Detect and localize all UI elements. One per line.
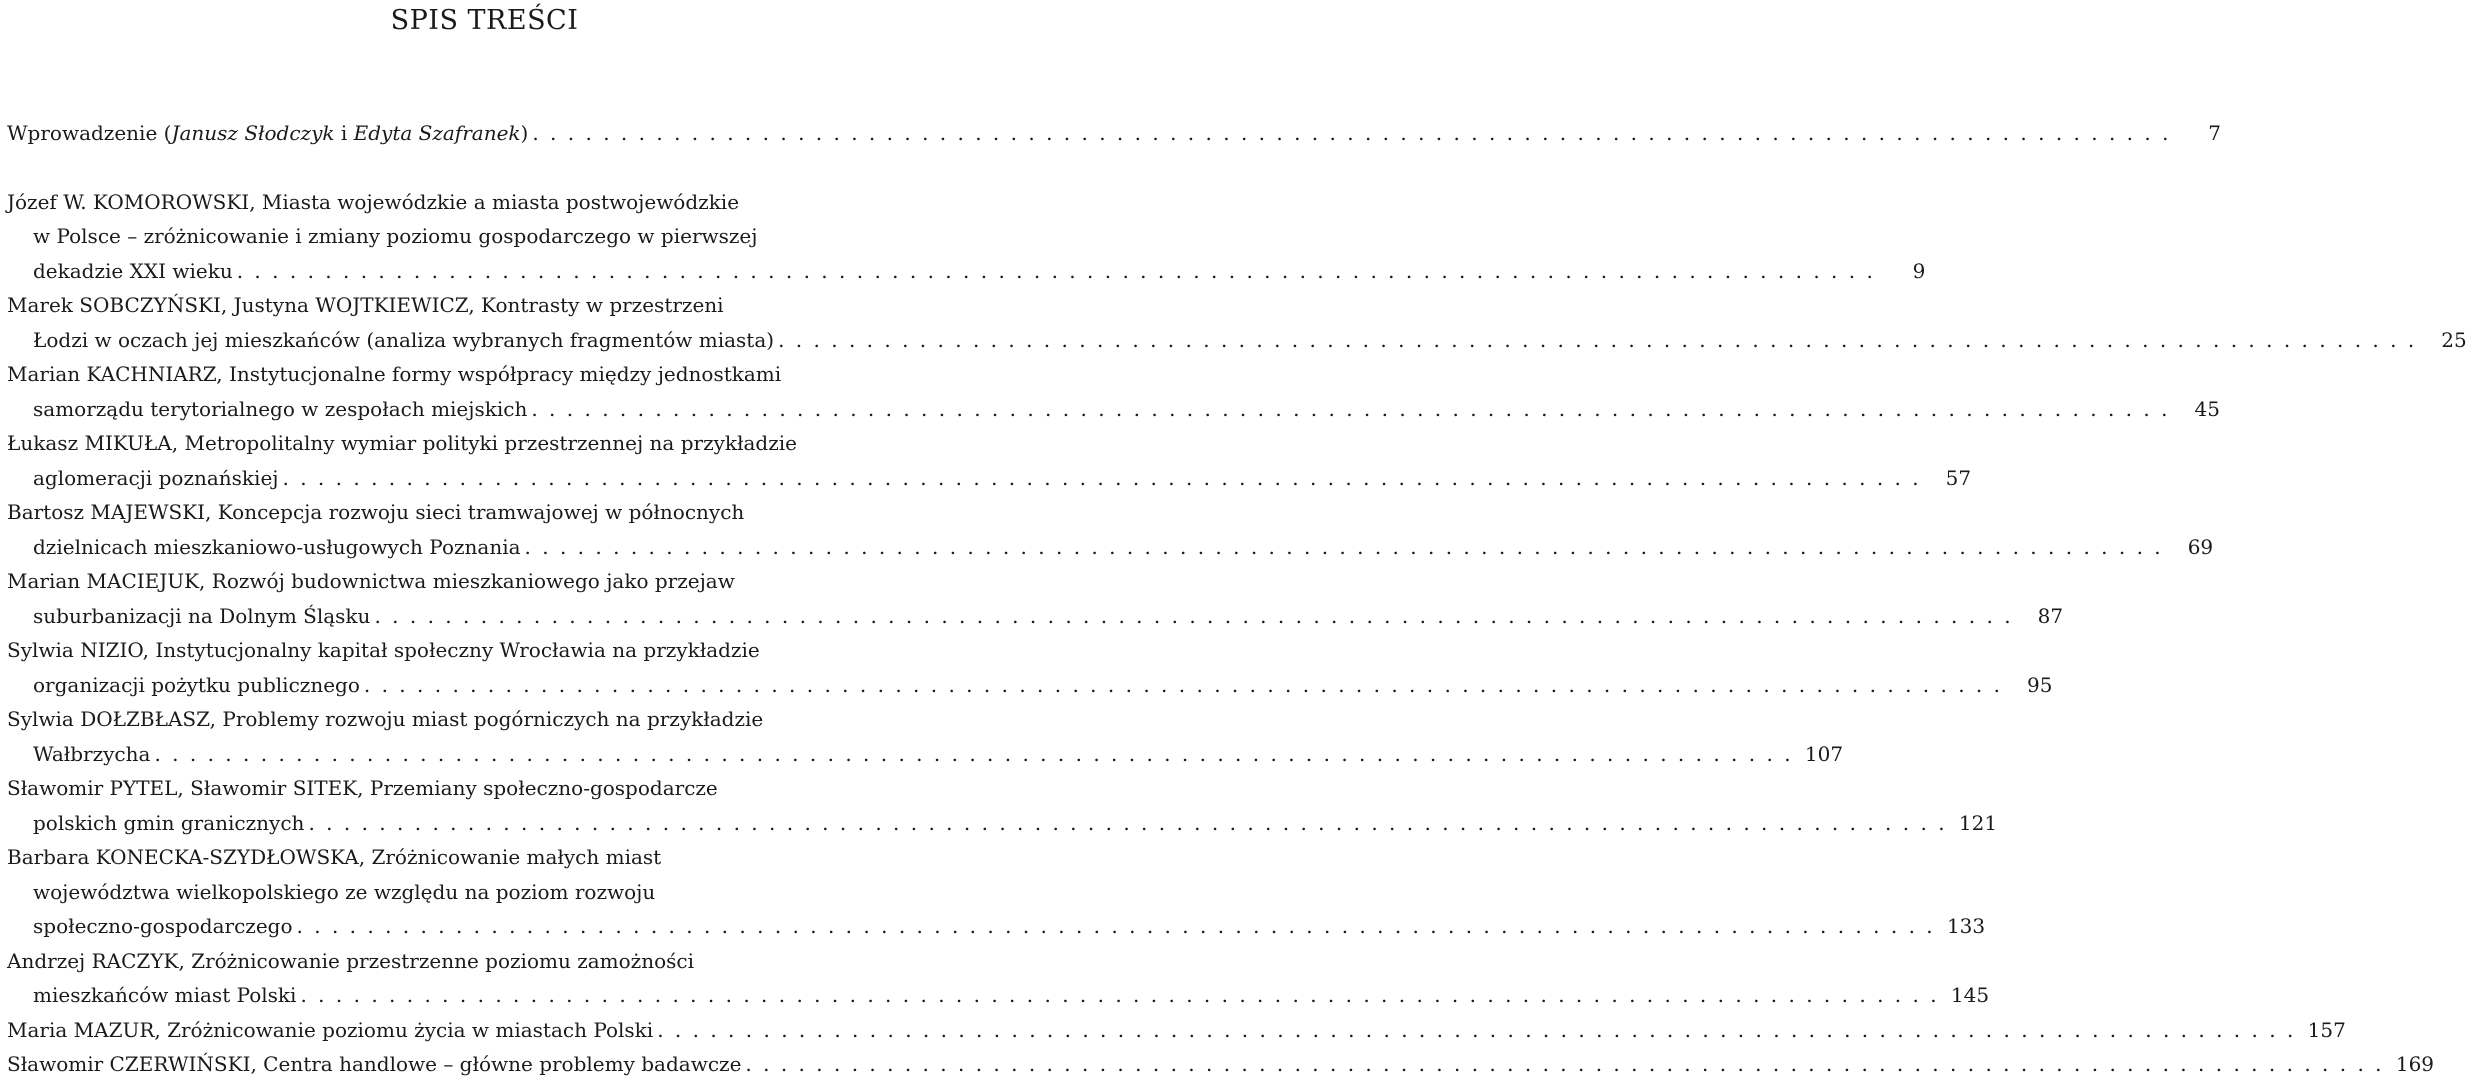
toc-entry-line — [7, 909, 1986, 944]
toc-entry-line: Marek SOBCZYŃSKI, Justyna WOJTKIEWICZ, Kontrasty w przestrzeni — [7, 293, 724, 317]
toc-entry[interactable] — [7, 564, 2064, 633]
toc-entry[interactable] — [7, 1047, 2435, 1082]
toc-entry-text: polskich gmin granicznych — [33, 810, 305, 835]
toc-entry-text: Łodzi w oczach jej mieszkańców (analiza wybranych fragmentów miasta) — [33, 327, 775, 352]
dot-leader — [778, 323, 2417, 358]
toc-entry-line — [7, 978, 1990, 1013]
toc-entry-line: Barbara KONECKA-SZYDŁOWSKA, Zróżnicowanie małych miast — [7, 845, 662, 869]
intro-editor-2: Edyta Szafranek — [353, 121, 521, 145]
toc-entry-text: społeczno-gospodarczego — [33, 914, 293, 938]
toc-entry-text: suburbanizacji na Dolnym Śląsku — [33, 603, 371, 628]
page-number: 57 — [1945, 465, 1972, 490]
toc-entry-line — [7, 116, 2221, 151]
toc-entry[interactable] — [7, 633, 2053, 702]
toc-entry[interactable] — [7, 1013, 2346, 1048]
dot-leader — [364, 668, 2003, 703]
toc-entry-line — [7, 1013, 2346, 1048]
dot-leader — [237, 254, 1876, 289]
toc-entry-line: Bartosz MAJEWSKI, Koncepcja rozwoju sieci tramwajowej w północnych — [7, 500, 745, 524]
toc-entry-line — [7, 254, 1926, 289]
page-number: 121 — [1958, 810, 1998, 835]
toc-entry-text: dekadzie XXI wieku — [33, 258, 233, 283]
table-of-contents-page — [7, 0, 2467, 1082]
toc-entry-line — [7, 392, 2220, 427]
toc-entry-line — [7, 1047, 2435, 1082]
toc-entry-text: mieszkańców miast Polski — [33, 983, 297, 1007]
toc-entry-line — [7, 806, 1998, 841]
toc-entry-text: aglomeracji poznańskiej — [33, 465, 279, 490]
toc-entry-line: w Polsce – zróżnicowanie i zmiany poziomu gospodarczego w pierwszej — [33, 224, 758, 248]
dot-leader — [154, 737, 1793, 772]
intro-editor-1: Janusz Słodczyk — [171, 121, 335, 145]
page-number: 45 — [2194, 396, 2220, 421]
toc-entry-line: Marian KACHNIARZ, Instytucjonalne formy współpracy między jednostkami — [7, 362, 782, 386]
toc-entry[interactable] — [7, 944, 1990, 1013]
toc-entry-text: Sławomir CZERWIŃSKI, Centra handlowe – główne problemy badawcze — [7, 1052, 742, 1076]
toc-entry[interactable] — [7, 357, 2220, 426]
page-number: 145 — [1950, 983, 1990, 1007]
dot-leader — [745, 1047, 2384, 1082]
dot-leader — [657, 1013, 2296, 1048]
toc-entry[interactable] — [7, 702, 1844, 771]
dot-leader — [300, 978, 1939, 1013]
toc-entry-line — [7, 668, 2053, 703]
toc-entry[interactable] — [7, 185, 1926, 289]
toc-entry[interactable] — [7, 426, 1972, 495]
toc-entry-text — [7, 116, 528, 151]
toc-entry-line: województwa wielkopolskiego ze względu na poziom rozwoju — [33, 879, 656, 904]
page-number: 9 — [1912, 258, 1926, 283]
page-number: 133 — [1946, 914, 1986, 938]
toc-entry-text: dzielnicach mieszkaniowo-usługowych Poznania — [33, 534, 521, 559]
page-title: SPIS TREŚCI — [390, 5, 579, 36]
toc-entry-line: Sylwia NIZIO, Instytucjonalny kapitał społeczny Wrocławia na przykładzie — [7, 638, 760, 662]
toc-entry-line: Józef W. KOMOROWSKI, Miasta wojewódzkie a miasta postwojewódzkie — [7, 189, 740, 214]
page-number: 95 — [2027, 672, 2053, 697]
dot-leader — [374, 599, 2013, 634]
intro-suffix: ) — [520, 121, 529, 145]
toc-entry-line — [7, 599, 2064, 634]
toc-entry-text: samorządu terytorialnego w zespołach miejskich — [33, 396, 528, 421]
toc-entry-line: Andrzej RACZYK, Zróżnicowanie przestrzenne poziomu zamożności — [7, 948, 694, 973]
intro-conjunction: i — [334, 121, 354, 145]
toc-entry-line: Łukasz MIKUŁA, Metropolitalny wymiar polityki przestrzennej na przykładzie — [7, 431, 797, 455]
dot-leader — [283, 461, 1922, 496]
toc-entry-line — [7, 461, 1972, 496]
toc-entry[interactable] — [7, 288, 2467, 357]
page-number: 157 — [2307, 1017, 2346, 1042]
intro-prefix: Wprowadzenie ( — [7, 121, 172, 145]
page-number: 69 — [2187, 534, 2214, 559]
dot-leader — [532, 116, 2171, 151]
toc-entry-line — [7, 530, 2214, 565]
dot-leader — [308, 806, 1947, 841]
toc-entry-line — [7, 323, 2467, 358]
dot-leader — [525, 530, 2164, 565]
toc-entry-line: Sławomir PYTEL, Sławomir SITEK, Przemiany społeczno-gospodarcze — [7, 776, 718, 800]
page-number: 25 — [2441, 327, 2467, 352]
page-number: 87 — [2037, 603, 2064, 628]
toc-entry[interactable] — [7, 840, 1986, 944]
page-number: 7 — [2208, 121, 2221, 145]
page-number: 107 — [1804, 741, 1844, 766]
toc-entry-line: Sylwia DOŁZBŁASZ, Problemy rozwoju miast pogórniczych na przykładzie — [7, 707, 764, 731]
toc-entry[interactable] — [7, 495, 2214, 564]
toc-entry[interactable] — [7, 771, 1998, 840]
toc-entry-text: organizacji pożytku publicznego — [33, 672, 360, 697]
toc-entry-line: Marian MACIEJUK, Rozwój budownictwa mieszkaniowego jako przejaw — [7, 569, 735, 593]
page-number: 169 — [2395, 1052, 2435, 1076]
toc-list — [7, 116, 2467, 1082]
toc-entry-line — [7, 737, 1844, 772]
toc-entry-text: Maria MAZUR, Zróżnicowanie poziomu życia w miastach Polski — [7, 1017, 654, 1042]
toc-entry-text: Wałbrzycha — [33, 741, 151, 766]
toc-entry-introduction[interactable] — [7, 116, 2221, 151]
dot-leader — [297, 909, 1936, 944]
dot-leader — [531, 392, 2170, 427]
